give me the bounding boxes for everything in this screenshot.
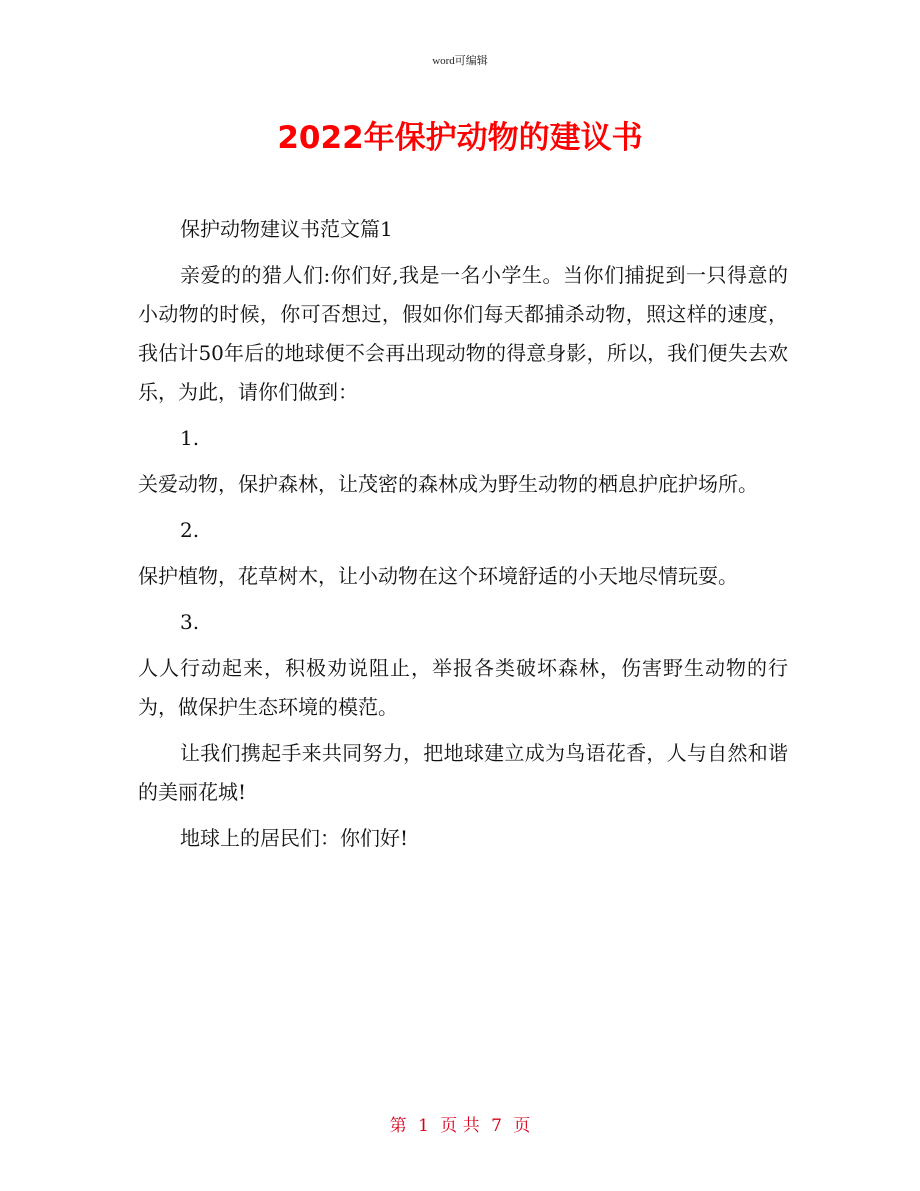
paragraph-greeting: 地球上的居民们：你们好! [180, 826, 409, 850]
list-number-2: 2. [180, 518, 200, 542]
list-number-3: 3. [180, 610, 200, 634]
footer-total-pages: 7 [491, 1116, 502, 1136]
paragraph-2: 亲爱的的猎人们:你们好,我是一名小学生。当你们捕捉到一只得意的小动物的时候，你可否想过，假如你们每天都捕杀动物，照这样的速度，我估计50年后的地球便不会再出现动物的得意身影，所以，我们便失去欢乐，为此，请你们做到： [138, 263, 788, 404]
footer-mid: 页 共 [440, 1116, 480, 1136]
header-watermark-text: word可编辑 [432, 55, 488, 67]
list-item-3: 人人行动起来，积极劝说阻止，举报各类破坏森林，伤害野生动物的行为，做保护生态环境的模范。 [138, 656, 788, 719]
footer-current-page: 1 [418, 1116, 429, 1136]
footer-prefix: 第 [389, 1116, 407, 1136]
list-item-2: 保护植物，花草树木，让小动物在这个环境舒适的小天地尽情玩耍。 [138, 564, 738, 588]
page-footer [0, 1115, 920, 1137]
paragraph-1: 保护动物建议书范文篇1 [180, 217, 393, 241]
document-body [138, 210, 788, 865]
footer-suffix: 页 [513, 1116, 531, 1136]
list-item-1: 关爱动物，保护森林，让茂密的森林成为野生动物的栖息护庇护场所。 [138, 472, 758, 496]
paragraph-closing: 让我们携起手来共同努力，把地球建立成为鸟语花香，人与自然和谐的美丽花城! [138, 741, 788, 804]
document-title: 2022年保护动物的建议书 [277, 120, 643, 156]
list-number-1: 1. [180, 426, 200, 450]
